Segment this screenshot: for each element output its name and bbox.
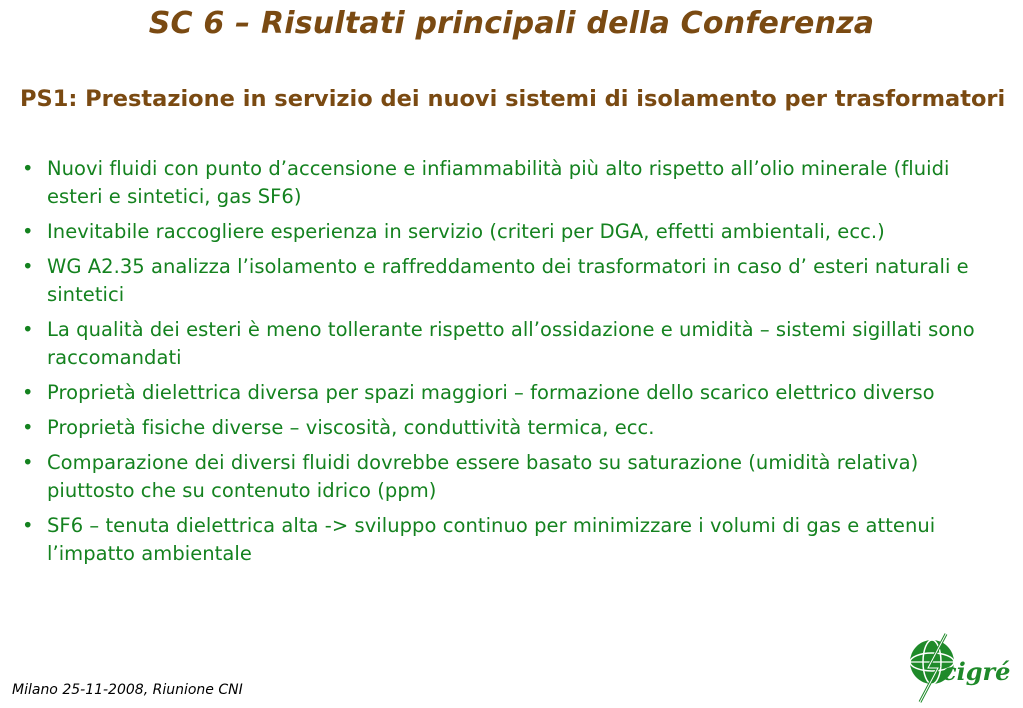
list-item xyxy=(20,155,1010,211)
cigre-logo-icon xyxy=(902,630,1012,704)
bullet-dot-icon: • xyxy=(22,416,34,439)
bullet-text: Proprietà dielettrica diversa per spazi maggiori – formazione dello scarico elettrico diverso xyxy=(47,381,935,404)
list-item xyxy=(20,449,1010,505)
section-heading: PS1: Prestazione in servizio dei nuovi sistemi di isolamento per trasformatori xyxy=(20,86,1006,112)
list-item xyxy=(20,316,1010,372)
bullet-text: Nuovi fluidi con punto d’accensione e infiammabilità più alto rispetto all’olio minerale (fluidi esteri e sintetici, gas SF6) xyxy=(47,157,950,208)
list-item xyxy=(20,253,1010,309)
bullet-dot-icon: • xyxy=(22,514,34,537)
bullet-list xyxy=(20,155,1010,575)
bullet-dot-icon: • xyxy=(22,157,34,180)
list-item xyxy=(20,414,1010,442)
bullet-text: WG A2.35 analizza l’isolamento e raffreddamento dei trasformatori in caso d’ esteri naturali e sintetici xyxy=(47,255,969,306)
bullet-dot-icon: • xyxy=(22,318,34,341)
bullet-text: SF6 – tenuta dielettrica alta -> sviluppo continuo per minimizzare i volumi di gas e attenui l’impatto ambientale xyxy=(47,514,936,565)
bullet-text: Comparazione dei diversi fluidi dovrebbe essere basato su saturazione (umidità relativa) piuttosto che su contenuto idrico (ppm) xyxy=(47,451,919,502)
bullet-dot-icon: • xyxy=(22,255,34,278)
bullet-dot-icon: • xyxy=(22,451,34,474)
logo-text: cigré xyxy=(942,657,1011,686)
bullet-dot-icon: • xyxy=(22,381,34,404)
list-item xyxy=(20,379,1010,407)
list-item xyxy=(20,218,1010,246)
bullet-dot-icon: • xyxy=(22,220,34,243)
bullet-text: La qualità dei esteri è meno tollerante rispetto all’ossidazione e umidità – sistemi sigillati sono raccomandati xyxy=(47,318,975,369)
bullet-text: Proprietà fisiche diverse – viscosità, conduttività termica, ecc. xyxy=(47,416,655,439)
list-item xyxy=(20,512,1010,568)
slide-title: SC 6 – Risultati principali della Conferenza xyxy=(148,6,875,41)
footer-text: Milano 25-11-2008, Riunione CNI xyxy=(12,682,243,698)
bullet-text: Inevitabile raccogliere esperienza in servizio (criteri per DGA, effetti ambientali, ecc.) xyxy=(47,220,885,243)
